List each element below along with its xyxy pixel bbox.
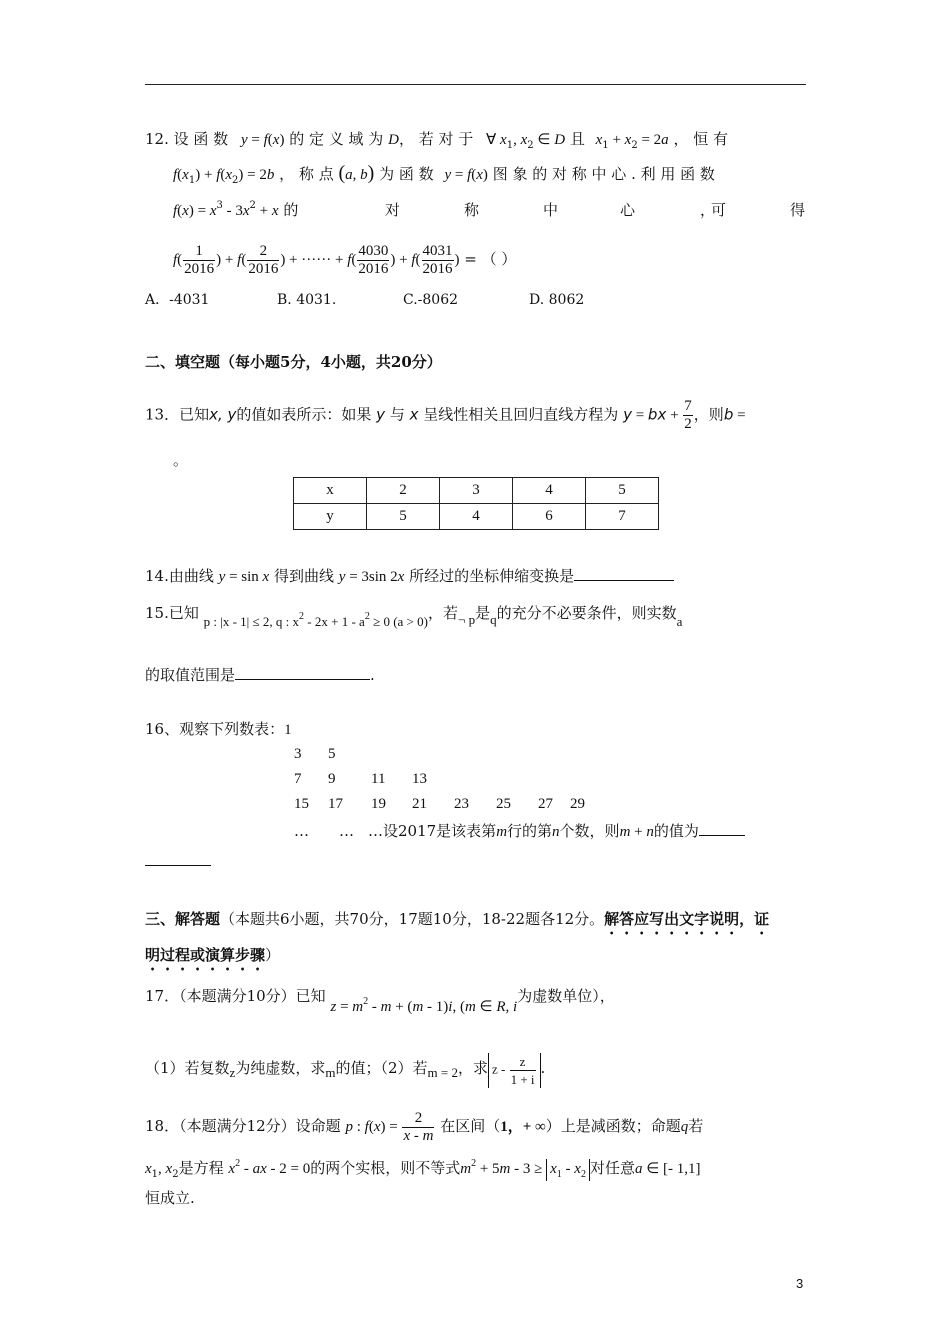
q18-line2: $x_1$, $x_2$是方程 $x^2$ - ax - 2 = 0的两个实根，则不等式$m^2 + 5m - 3 \ge x_1 - x_2$ 对任意a ∈ [- 1,1]: [145, 1158, 701, 1180]
q18-line3: 恒成立.: [145, 1189, 195, 1207]
q12-line2: $f(x_1) + f(x_2) = 2b$ ， 称 点 (a, b) 为 函 数 y = f(x) 图 象 的 对 称 中 心 . 利 用 函 数: [173, 162, 715, 186]
q12-line1: 12. 设 函 数 y = f(x) 的 定 义 域 为 D， 若 对 于 ∀ $x_1$, $x_2$ ∈ D 且 $x_1 + x_2 = 2a$ ， 恒 有: [145, 130, 728, 151]
q16-line1: 16、观察下列数表：1: [145, 720, 292, 738]
page-number: 3: [796, 1276, 804, 1291]
q12-line3: $f(x) = x^3 - 3x^2 + x$ 的: [173, 200, 299, 219]
section3-title-line1: 三、解答题（本题共6小题，共70分，17题10分，18-22题各12分。解答应写出文字说明，证: [145, 910, 770, 928]
q13-line1: 13．已知x, y的值如表所示：如果 y 与 x 呈线性相关且回归直线方程为 y = bx + $\frac{7}{2}$ ，则b =: [145, 398, 746, 432]
xy-table: [293, 477, 659, 530]
q12-option-b: B. 4031.: [277, 292, 337, 308]
q17-line1: 17．（本题满分10分）已知 $z = m^2 - m + (m - 1)i$, (m ∈ R, i为虚数单位），: [145, 987, 615, 1015]
q15-line2: 的取值范围是 .: [145, 666, 375, 684]
q16-line5: … … …设2017是该表第m行的第n个数，则m + n的值为: [294, 821, 745, 842]
q17-line2: （1）若复数z为纯虚数，求m的值；（2）若m = 2，求 z - $\frac{z}{1 + i}$ .: [145, 1053, 546, 1087]
q12-option-c: C.-8062: [403, 292, 459, 308]
section3-title-line2: 明过程或演算步骤）: [145, 946, 281, 964]
q15-line1: 15.已知 p : |x - 1| ≤ 2, q : $x^2 - 2x + 1 - a^2 \ge 0$ (a > 0)，若¬ p是q的充分不必要条件，则实数a: [145, 604, 683, 629]
table-row: y 5 4 6 7: [294, 504, 659, 530]
q16-blank-continued: [145, 865, 211, 866]
q12-option-a: A．-4031: [145, 292, 210, 308]
q12-number: 12.: [145, 130, 169, 148]
section2-title: 二、填空题（每小题5分，4小题，共20分）: [145, 353, 442, 371]
table-row: x 2 3 4 5: [294, 478, 659, 504]
header-rule: [145, 84, 806, 85]
q14-line: 14.由曲线 y = sin x 得到曲线 y = 3sin 2x 所经过的坐标伸缩变换是: [145, 566, 674, 587]
q12-line4: f( $\frac{1}{2016}$ ) + f( $\frac{2}{2016}$ ) + ······ + f( $\frac{4030}{2016}$ ) + f( $\frac{4031}{2016}$ ) = （ ）: [173, 242, 517, 277]
q12-option-d: D. 8062: [529, 292, 585, 308]
q18-line1: 18．（本题满分12分）设命题 p : f(x) = $\frac{2}{x - m}$ 在区间（1，+ ∞）上是减函数；命题q若: [145, 1109, 704, 1144]
